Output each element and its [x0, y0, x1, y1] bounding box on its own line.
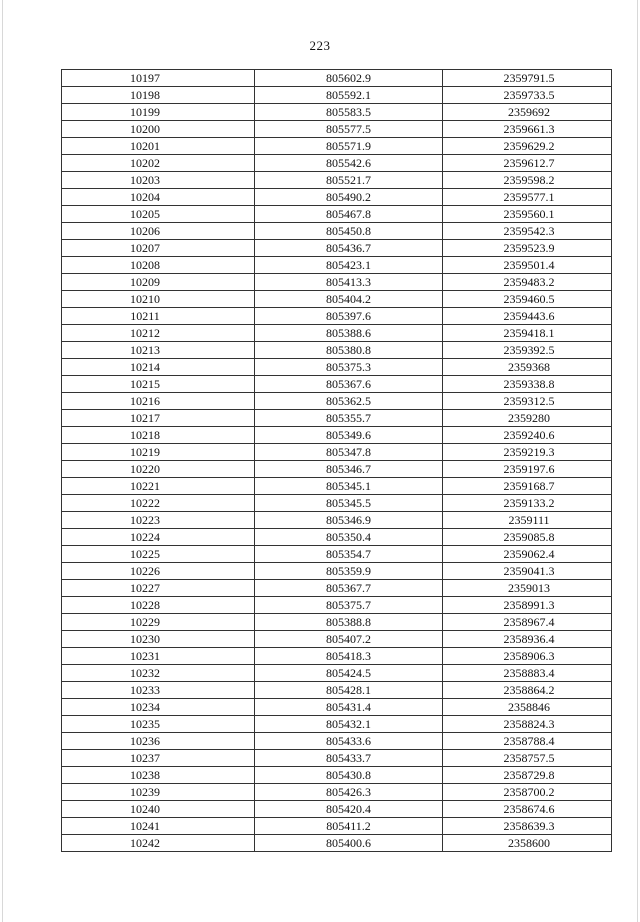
- point-id-cell: 10242: [62, 835, 255, 852]
- table-row: [62, 512, 612, 529]
- table-row: [62, 614, 612, 631]
- point-id-cell: 10201: [62, 138, 255, 155]
- y-coordinate-cell: 2359791.5: [443, 70, 612, 87]
- y-coordinate-cell: 2359443.6: [443, 308, 612, 325]
- x-coordinate-cell: 805350.4: [255, 529, 443, 546]
- table-row: [62, 70, 612, 87]
- y-coordinate-cell: 2359598.2: [443, 172, 612, 189]
- y-coordinate-cell: 2358991.3: [443, 597, 612, 614]
- x-coordinate-cell: 805362.5: [255, 393, 443, 410]
- point-id-cell: 10210: [62, 291, 255, 308]
- y-coordinate-cell: 2358967.4: [443, 614, 612, 631]
- table-row: [62, 138, 612, 155]
- x-coordinate-cell: 805428.1: [255, 682, 443, 699]
- point-id-cell: 10231: [62, 648, 255, 665]
- x-coordinate-cell: 805355.7: [255, 410, 443, 427]
- table-row: [62, 308, 612, 325]
- table-row: [62, 410, 612, 427]
- x-coordinate-cell: 805388.8: [255, 614, 443, 631]
- x-coordinate-cell: 805432.1: [255, 716, 443, 733]
- table-row: [62, 87, 612, 104]
- table-row: [62, 648, 612, 665]
- y-coordinate-cell: 2358824.3: [443, 716, 612, 733]
- point-id-cell: 10211: [62, 308, 255, 325]
- point-id-cell: 10215: [62, 376, 255, 393]
- y-coordinate-cell: 2359501.4: [443, 257, 612, 274]
- table-row: [62, 444, 612, 461]
- point-id-cell: 10230: [62, 631, 255, 648]
- table-row: [62, 155, 612, 172]
- table-row: [62, 835, 612, 852]
- y-coordinate-cell: 2359280: [443, 410, 612, 427]
- y-coordinate-cell: 2359542.3: [443, 223, 612, 240]
- x-coordinate-cell: 805367.7: [255, 580, 443, 597]
- y-coordinate-cell: 2359523.9: [443, 240, 612, 257]
- y-coordinate-cell: 2359661.3: [443, 121, 612, 138]
- y-coordinate-cell: 2358600: [443, 835, 612, 852]
- point-id-cell: 10222: [62, 495, 255, 512]
- table-row: [62, 716, 612, 733]
- point-id-cell: 10209: [62, 274, 255, 291]
- point-id-cell: 10218: [62, 427, 255, 444]
- table-row: [62, 104, 612, 121]
- table-row: [62, 733, 612, 750]
- x-coordinate-cell: 805380.8: [255, 342, 443, 359]
- x-coordinate-cell: 805400.6: [255, 835, 443, 852]
- page-number: 223: [309, 38, 331, 53]
- table-row: [62, 750, 612, 767]
- point-id-cell: 10212: [62, 325, 255, 342]
- y-coordinate-cell: 2359219.3: [443, 444, 612, 461]
- table-row: [62, 342, 612, 359]
- y-coordinate-cell: 2358864.2: [443, 682, 612, 699]
- point-id-cell: 10241: [62, 818, 255, 835]
- x-coordinate-cell: 805602.9: [255, 70, 443, 87]
- y-coordinate-cell: 2359197.6: [443, 461, 612, 478]
- x-coordinate-cell: 805375.3: [255, 359, 443, 376]
- y-coordinate-cell: 2358906.3: [443, 648, 612, 665]
- x-coordinate-cell: 805521.7: [255, 172, 443, 189]
- x-coordinate-cell: 805388.6: [255, 325, 443, 342]
- table-row: [62, 291, 612, 308]
- y-coordinate-cell: 2359560.1: [443, 206, 612, 223]
- table-row: [62, 121, 612, 138]
- table-row: [62, 359, 612, 376]
- y-coordinate-cell: 2359612.7: [443, 155, 612, 172]
- x-coordinate-cell: 805433.7: [255, 750, 443, 767]
- scan-edge-right: [637, 0, 638, 922]
- table-row: [62, 682, 612, 699]
- y-coordinate-cell: 2359085.8: [443, 529, 612, 546]
- y-coordinate-cell: 2358757.5: [443, 750, 612, 767]
- point-id-cell: 10225: [62, 546, 255, 563]
- point-id-cell: 10236: [62, 733, 255, 750]
- x-coordinate-cell: 805411.2: [255, 818, 443, 835]
- table-row: [62, 699, 612, 716]
- y-coordinate-cell: 2359240.6: [443, 427, 612, 444]
- x-coordinate-cell: 805436.7: [255, 240, 443, 257]
- point-id-cell: 10219: [62, 444, 255, 461]
- x-coordinate-cell: 805431.4: [255, 699, 443, 716]
- table-row: [62, 818, 612, 835]
- x-coordinate-cell: 805577.5: [255, 121, 443, 138]
- x-coordinate-cell: 805423.1: [255, 257, 443, 274]
- point-id-cell: 10200: [62, 121, 255, 138]
- table-row: [62, 495, 612, 512]
- y-coordinate-cell: 2359168.7: [443, 478, 612, 495]
- point-id-cell: 10220: [62, 461, 255, 478]
- x-coordinate-cell: 805450.8: [255, 223, 443, 240]
- point-id-cell: 10238: [62, 767, 255, 784]
- y-coordinate-cell: 2359418.1: [443, 325, 612, 342]
- coordinate-table-body: [62, 70, 612, 852]
- table-row: [62, 767, 612, 784]
- x-coordinate-cell: 805407.2: [255, 631, 443, 648]
- y-coordinate-cell: 2359062.4: [443, 546, 612, 563]
- y-coordinate-cell: 2359460.5: [443, 291, 612, 308]
- x-coordinate-cell: 805354.7: [255, 546, 443, 563]
- x-coordinate-cell: 805583.5: [255, 104, 443, 121]
- table-row: [62, 376, 612, 393]
- point-id-cell: 10227: [62, 580, 255, 597]
- x-coordinate-cell: 805346.7: [255, 461, 443, 478]
- point-id-cell: 10214: [62, 359, 255, 376]
- point-id-cell: 10232: [62, 665, 255, 682]
- table-row: [62, 257, 612, 274]
- table-row: [62, 325, 612, 342]
- table-row: [62, 393, 612, 410]
- x-coordinate-cell: 805467.8: [255, 206, 443, 223]
- x-coordinate-cell: 805397.6: [255, 308, 443, 325]
- point-id-cell: 10224: [62, 529, 255, 546]
- table-row: [62, 631, 612, 648]
- point-id-cell: 10217: [62, 410, 255, 427]
- point-id-cell: 10240: [62, 801, 255, 818]
- table-row: [62, 597, 612, 614]
- y-coordinate-cell: 2358729.8: [443, 767, 612, 784]
- y-coordinate-cell: 2359312.5: [443, 393, 612, 410]
- table-row: [62, 206, 612, 223]
- table-row: [62, 580, 612, 597]
- table-row: [62, 172, 612, 189]
- y-coordinate-cell: 2359133.2: [443, 495, 612, 512]
- x-coordinate-cell: 805375.7: [255, 597, 443, 614]
- point-id-cell: 10203: [62, 172, 255, 189]
- point-id-cell: 10223: [62, 512, 255, 529]
- x-coordinate-cell: 805349.6: [255, 427, 443, 444]
- y-coordinate-cell: 2359692: [443, 104, 612, 121]
- point-id-cell: 10233: [62, 682, 255, 699]
- y-coordinate-cell: 2358639.3: [443, 818, 612, 835]
- x-coordinate-cell: 805430.8: [255, 767, 443, 784]
- x-coordinate-cell: 805433.6: [255, 733, 443, 750]
- x-coordinate-cell: 805359.9: [255, 563, 443, 580]
- y-coordinate-cell: 2359483.2: [443, 274, 612, 291]
- y-coordinate-cell: 2359013: [443, 580, 612, 597]
- x-coordinate-cell: 805542.6: [255, 155, 443, 172]
- table-row: [62, 784, 612, 801]
- table-row: [62, 529, 612, 546]
- x-coordinate-cell: 805367.6: [255, 376, 443, 393]
- y-coordinate-cell: 2358700.2: [443, 784, 612, 801]
- point-id-cell: 10234: [62, 699, 255, 716]
- point-id-cell: 10197: [62, 70, 255, 87]
- table-row: [62, 461, 612, 478]
- y-coordinate-cell: 2359338.8: [443, 376, 612, 393]
- point-id-cell: 10206: [62, 223, 255, 240]
- point-id-cell: 10235: [62, 716, 255, 733]
- x-coordinate-cell: 805490.2: [255, 189, 443, 206]
- x-coordinate-cell: 805413.3: [255, 274, 443, 291]
- point-id-cell: 10229: [62, 614, 255, 631]
- y-coordinate-cell: 2359629.2: [443, 138, 612, 155]
- point-id-cell: 10221: [62, 478, 255, 495]
- table-row: [62, 665, 612, 682]
- table-row: [62, 427, 612, 444]
- x-coordinate-cell: 805345.1: [255, 478, 443, 495]
- x-coordinate-cell: 805418.3: [255, 648, 443, 665]
- table-row: [62, 563, 612, 580]
- y-coordinate-cell: 2359111: [443, 512, 612, 529]
- point-id-cell: 10226: [62, 563, 255, 580]
- scan-edge-left: [2, 0, 3, 922]
- y-coordinate-cell: 2359368: [443, 359, 612, 376]
- y-coordinate-cell: 2358674.6: [443, 801, 612, 818]
- table-row: [62, 546, 612, 563]
- point-id-cell: 10208: [62, 257, 255, 274]
- point-id-cell: 10216: [62, 393, 255, 410]
- y-coordinate-cell: 2358788.4: [443, 733, 612, 750]
- y-coordinate-cell: 2359392.5: [443, 342, 612, 359]
- x-coordinate-cell: 805347.8: [255, 444, 443, 461]
- table-row: [62, 223, 612, 240]
- point-id-cell: 10239: [62, 784, 255, 801]
- x-coordinate-cell: 805571.9: [255, 138, 443, 155]
- point-id-cell: 10207: [62, 240, 255, 257]
- x-coordinate-cell: 805346.9: [255, 512, 443, 529]
- x-coordinate-cell: 805426.3: [255, 784, 443, 801]
- table-row: [62, 274, 612, 291]
- point-id-cell: 10199: [62, 104, 255, 121]
- x-coordinate-cell: 805420.4: [255, 801, 443, 818]
- y-coordinate-cell: 2359577.1: [443, 189, 612, 206]
- table-row: [62, 801, 612, 818]
- table-row: [62, 478, 612, 495]
- y-coordinate-cell: 2358883.4: [443, 665, 612, 682]
- point-id-cell: 10205: [62, 206, 255, 223]
- point-id-cell: 10202: [62, 155, 255, 172]
- y-coordinate-cell: 2359041.3: [443, 563, 612, 580]
- x-coordinate-cell: 805592.1: [255, 87, 443, 104]
- point-id-cell: 10237: [62, 750, 255, 767]
- y-coordinate-cell: 2359733.5: [443, 87, 612, 104]
- coordinate-table: [61, 69, 612, 852]
- point-id-cell: 10228: [62, 597, 255, 614]
- table-row: [62, 189, 612, 206]
- point-id-cell: 10213: [62, 342, 255, 359]
- x-coordinate-cell: 805424.5: [255, 665, 443, 682]
- y-coordinate-cell: 2358846: [443, 699, 612, 716]
- x-coordinate-cell: 805345.5: [255, 495, 443, 512]
- y-coordinate-cell: 2358936.4: [443, 631, 612, 648]
- point-id-cell: 10198: [62, 87, 255, 104]
- x-coordinate-cell: 805404.2: [255, 291, 443, 308]
- table-row: [62, 240, 612, 257]
- point-id-cell: 10204: [62, 189, 255, 206]
